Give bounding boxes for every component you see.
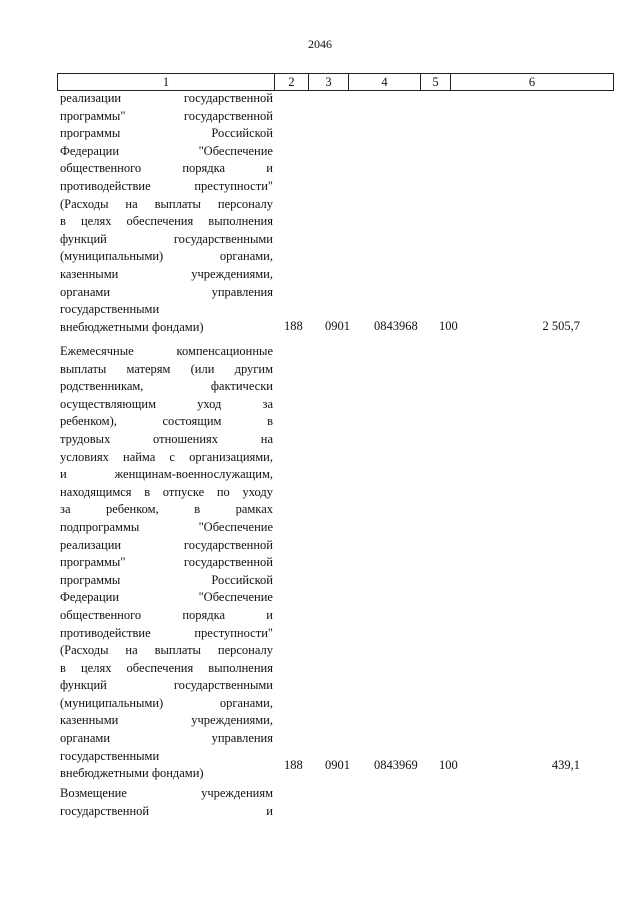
text-line: находящимся в отпуске по уходу [60,484,273,499]
table-row-1-description [60,90,273,336]
text-line: общественного порядка и [60,161,273,176]
text-line: казенными учреждениями, [60,266,273,281]
text-line: Возмещение учреждениям [60,786,273,800]
header-col-1: 1 [58,74,275,90]
text-line: подпрограммы "Обеспечение [60,519,273,534]
text-line: осуществляющим уход за [60,396,273,411]
text-line: (Расходы на выплаты персоналу [60,196,273,211]
text-line: казенными учреждениями, [60,713,273,728]
text-line: государственной и [60,803,273,818]
text-line: в целях обеспечения выполнения [60,660,273,675]
table-header-row [57,73,614,91]
text-line: государственными [60,302,160,317]
text-line: противодействие преступности" [60,178,273,193]
table-row-2-description [60,343,273,783]
text-line: реализации государственной [60,91,273,105]
row-2-col-3: 0901 [325,758,350,772]
text-line: внебюджетными фондами) [60,766,204,781]
row-2-col-4: 0843969 [374,758,418,772]
text-line: внебюджетными фондами) [60,319,204,334]
text-line: Федерации "Обеспечение [60,590,273,605]
text-line: (муниципальными) органами, [60,249,273,264]
row-1-col-2: 188 [284,319,303,333]
row-1-col-3: 0901 [325,319,350,333]
header-col-3: 3 [309,74,349,90]
text-line: функций государственными [60,678,273,693]
text-line: условиях найма с организациями, [60,449,273,464]
header-col-4: 4 [349,74,421,90]
text-line: и женщинам-военнослужащим, [60,467,273,482]
header-col-2: 2 [275,74,309,90]
row-2-col-6: 439,1 [551,758,580,772]
text-line: в целях обеспечения выполнения [60,214,273,229]
row-1-col-5: 100 [439,319,458,333]
text-line: (Расходы на выплаты персоналу [60,643,273,658]
text-line: ребенком), состоящим в [60,414,273,429]
text-line: выплаты матерям (или другим [60,361,273,376]
row-2-col-2: 188 [284,758,303,772]
text-line: противодействие преступности" [60,625,273,640]
page-number: 2046 [308,37,332,51]
text-line: реализации государственной [60,537,273,552]
text-line: программы" государственной [60,555,273,570]
text-line: Федерации "Обеспечение [60,143,273,158]
text-line: органами управления [60,731,273,746]
table-row-3-description [60,785,273,820]
header-col-5: 5 [421,74,451,90]
text-line: функций государственными [60,231,273,246]
text-line: программы Российской [60,126,273,141]
text-line: программы" государственной [60,108,273,123]
text-line: Ежемесячные компенсационные [60,344,273,358]
text-line: трудовых отношениях на [60,431,273,446]
text-line: общественного порядка и [60,607,273,622]
text-line: родственникам, фактически [60,379,273,394]
row-1-col-4: 0843968 [374,319,418,333]
row-2-col-5: 100 [439,758,458,772]
header-col-6: 6 [528,75,536,89]
text-line: программы Российской [60,572,273,587]
text-line: государственными [60,748,160,763]
text-line: за ребенком, в рамках [60,502,273,517]
row-1-col-6: 2 505,7 [542,319,580,333]
text-line: органами управления [60,284,273,299]
text-line: (муниципальными) органами, [60,695,273,710]
